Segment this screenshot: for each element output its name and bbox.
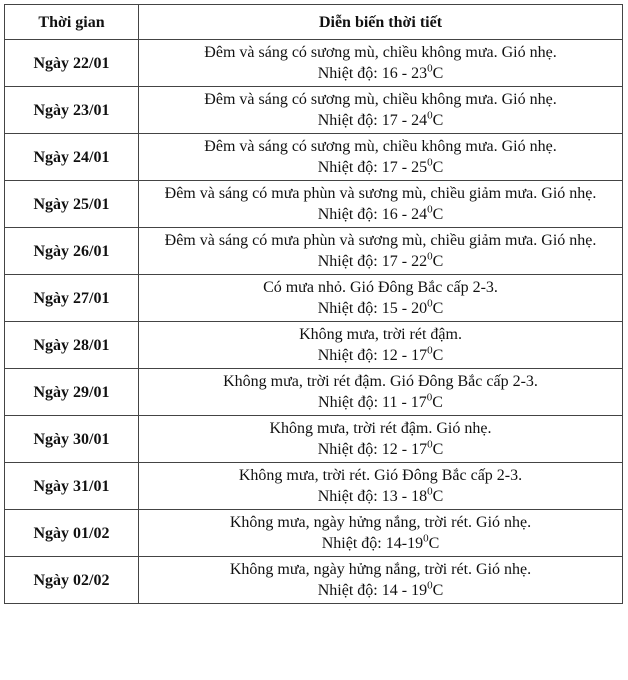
weather-description: Không mưa, ngày hửng nắng, trời rét. Gió nhẹ. [229,561,532,578]
date-cell: Ngày 29/01 [5,369,139,416]
degree-sign: 0 [427,203,433,216]
degree-sign: 0 [427,250,433,263]
weather-description: Không mưa, trời rét đậm. Gió Đông Bắc cấp 2-3. [223,373,538,390]
temperature-unit: C [428,535,440,552]
degree-sign: 0 [426,391,433,404]
temperature-line [143,204,618,225]
degree-sign: 0 [427,156,433,169]
weather-description: Không mưa, ngày hửng nắng, trời rét. Gió nhẹ. [229,514,532,531]
temperature-range: Nhiệt độ: 15 - 20 [317,300,428,317]
description-cell [139,181,623,228]
temperature-range: Nhiệt độ: 13 - 18 [317,488,428,505]
description-cell [139,87,623,134]
table-row [5,510,623,557]
temperature-line [143,345,618,366]
table-row [5,463,623,510]
temperature-line [143,298,618,319]
date-cell: Ngày 31/01 [5,463,139,510]
weather-description: Đêm và sáng có sương mù, chiều không mưa. Gió nhẹ. [204,44,557,61]
temperature-unit: C [432,441,444,458]
table-row [5,275,623,322]
description-cell [139,228,623,275]
degree-sign: 0 [423,532,429,545]
degree-sign: 0 [427,297,433,310]
temperature-unit: C [432,300,444,317]
temperature-line [143,251,618,272]
header-row [5,5,623,40]
weather-description: Đêm và sáng có mưa phùn và sương mù, chiều giảm mưa. Gió nhẹ. [164,185,597,202]
temperature-line [143,157,618,178]
temperature-unit: C [432,582,444,599]
weather-description: Không mưa, trời rét. Gió Đông Bắc cấp 2-3. [238,467,523,484]
degree-sign: 0 [427,579,433,592]
temperature-range: Nhiệt độ: 14-19 [321,535,424,552]
table-row [5,557,623,604]
date-cell: Ngày 22/01 [5,40,139,87]
temperature-range: Nhiệt độ: 16 - 24 [317,206,428,223]
weather-description: Không mưa, trời rét đậm. Gió nhẹ. [269,420,492,437]
temperature-line [143,392,618,413]
table-row [5,87,623,134]
date-cell: Ngày 24/01 [5,134,139,181]
weather-description: Đêm và sáng có sương mù, chiều không mưa. Gió nhẹ. [204,138,557,155]
degree-sign: 0 [427,438,433,451]
date-cell: Ngày 02/02 [5,557,139,604]
date-cell: Ngày 28/01 [5,322,139,369]
table-row [5,134,623,181]
date-cell: Ngày 27/01 [5,275,139,322]
degree-sign: 0 [427,62,433,75]
header-weather: Diễn biến thời tiết [139,5,623,40]
temperature-unit: C [432,65,444,82]
description-cell [139,275,623,322]
description-cell [139,510,623,557]
description-cell [139,134,623,181]
table-row [5,322,623,369]
temperature-unit: C [432,159,444,176]
table-row [5,40,623,87]
temperature-line [143,439,618,460]
temperature-line [143,580,618,601]
description-cell [139,40,623,87]
degree-sign: 0 [427,109,433,122]
temperature-line [143,63,618,84]
date-cell: Ngày 26/01 [5,228,139,275]
degree-sign: 0 [427,485,433,498]
temperature-unit: C [432,394,443,411]
table-row [5,181,623,228]
description-cell [139,463,623,510]
table-body [5,40,623,604]
weather-description: Đêm và sáng có sương mù, chiều không mưa. Gió nhẹ. [204,91,557,108]
temperature-line [143,533,618,554]
temperature-unit: C [432,206,444,223]
weather-description: Không mưa, trời rét đậm. [299,326,462,343]
description-cell [139,416,623,463]
weather-description: Đêm và sáng có mưa phùn và sương mù, chiều giảm mưa. Gió nhẹ. [164,232,597,249]
date-cell: Ngày 25/01 [5,181,139,228]
table-row [5,416,623,463]
table-header [5,5,623,40]
description-cell [139,322,623,369]
description-cell [139,557,623,604]
temperature-range: Nhiệt độ: 12 - 17 [317,347,428,364]
weather-description: Có mưa nhỏ. Gió Đông Bắc cấp 2-3. [263,279,498,296]
temperature-range: Nhiệt độ: 14 - 19 [317,582,428,599]
date-cell: Ngày 01/02 [5,510,139,557]
temperature-unit: C [432,253,444,270]
description-cell [139,369,623,416]
temperature-line [143,486,618,507]
temperature-unit: C [432,488,444,505]
temperature-line [143,110,618,131]
temperature-unit: C [432,347,444,364]
temperature-range: Nhiệt độ: 12 - 17 [317,441,428,458]
temperature-range: Nhiệt độ: 17 - 25 [317,159,428,176]
temperature-range: Nhiệt độ: 17 - 24 [317,112,428,129]
date-cell: Ngày 30/01 [5,416,139,463]
table-row [5,228,623,275]
table-row [5,369,623,416]
temperature-range: Nhiệt độ: 17 - 22 [317,253,428,270]
header-time: Thời gian [5,5,139,40]
degree-sign: 0 [427,344,433,357]
date-cell: Ngày 23/01 [5,87,139,134]
weather-forecast-table [4,4,623,604]
temperature-range: Nhiệt độ: 11 - 17 [318,394,427,411]
temperature-unit: C [432,112,444,129]
temperature-range: Nhiệt độ: 16 - 23 [317,65,428,82]
